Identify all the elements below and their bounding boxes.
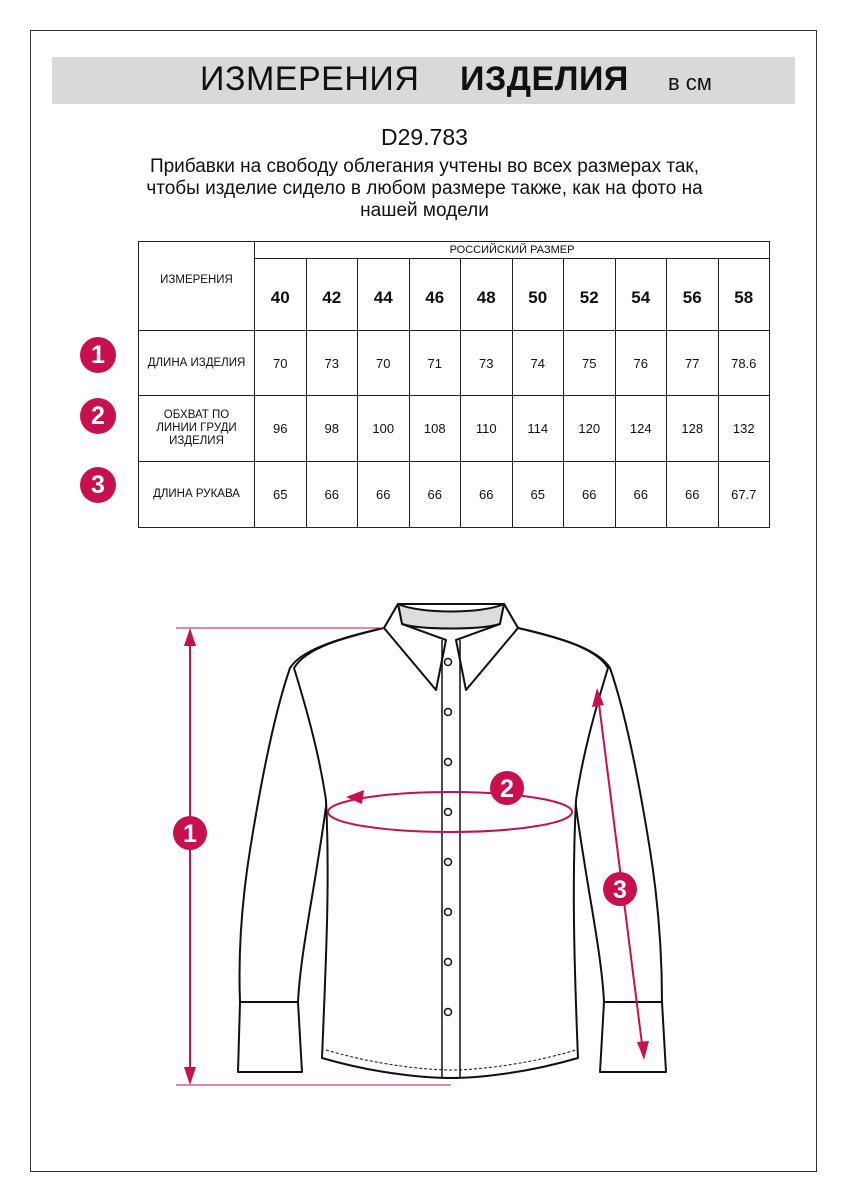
- row-marker-1: 1: [80, 337, 116, 373]
- product-code: D29.783: [381, 124, 468, 150]
- row-label: ДЛИНА ИЗДЕЛИЯ: [139, 331, 255, 396]
- button: [445, 759, 452, 766]
- title-bold: ИЗДЕЛИЯ: [460, 60, 629, 98]
- diagram-marker-3: [603, 872, 637, 906]
- button: [445, 1009, 452, 1016]
- row-marker-3: 3: [80, 467, 116, 503]
- table-cell: 110: [461, 396, 513, 462]
- diagram-marker-2: [490, 771, 524, 805]
- table-cell: 108: [409, 396, 461, 462]
- fit-note-line: Прибавки на свободу облегания учтены во всех размерах так,: [149, 156, 700, 177]
- table-cell: 65: [255, 462, 307, 528]
- table-cell: 78.6: [718, 331, 770, 396]
- size-group-header: РОССИЙСКИЙ РАЗМЕР: [255, 242, 770, 259]
- table-cell: 76: [615, 331, 667, 396]
- right-cuff: [600, 1002, 666, 1072]
- size-header: 40: [255, 259, 307, 331]
- table-cell: 114: [512, 396, 564, 462]
- table-cell: 71: [409, 331, 461, 396]
- table-cell: 66: [358, 462, 410, 528]
- units-label: в см: [668, 70, 712, 95]
- table-cell: 77: [667, 331, 719, 396]
- shirt-body: [294, 604, 608, 1078]
- table-cell: 66: [564, 462, 616, 528]
- size-header: 52: [564, 259, 616, 331]
- row-marker-2: 2: [80, 398, 116, 434]
- table-cell: 75: [564, 331, 616, 396]
- size-header: 42: [306, 259, 358, 331]
- length-arrow-head: [184, 1067, 196, 1085]
- table-cell: 66: [615, 462, 667, 528]
- fit-note-line: нашей модели: [360, 200, 489, 221]
- title-regular: ИЗМЕРЕНИЯ: [200, 60, 420, 98]
- table-cell: 128: [667, 396, 719, 462]
- size-header: 48: [461, 259, 513, 331]
- button: [445, 959, 452, 966]
- button: [445, 709, 452, 716]
- table-cell: 67.7: [718, 462, 770, 528]
- table-cell: 73: [461, 331, 513, 396]
- diagram-marker-2-label: 2: [500, 775, 514, 803]
- row-label: ДЛИНА РУКАВА: [139, 462, 255, 528]
- size-header: 50: [512, 259, 564, 331]
- table-cell: 74: [512, 331, 564, 396]
- size-header: 56: [667, 259, 719, 331]
- left-cuff: [238, 1002, 302, 1072]
- table-cell: 66: [306, 462, 358, 528]
- row-label: ОБХВАТ ПО ЛИНИИ ГРУДИ ИЗДЕЛИЯ: [139, 396, 255, 462]
- size-header: 58: [718, 259, 770, 331]
- size-header: 44: [358, 259, 410, 331]
- table-cell: 66: [461, 462, 513, 528]
- diagram-marker-1: [173, 816, 207, 850]
- fit-note-line: чтобы изделие сидело в любом размере также, как на фото на: [146, 178, 703, 199]
- table-cell: 96: [255, 396, 307, 462]
- button: [445, 859, 452, 866]
- table-cell: 65: [512, 462, 564, 528]
- table-cell: 132: [718, 396, 770, 462]
- table-cell: 100: [358, 396, 410, 462]
- diagram-marker-3-label: 3: [613, 876, 627, 904]
- button: [445, 659, 452, 666]
- button: [445, 809, 452, 816]
- length-arrow-head: [184, 628, 196, 646]
- table-cell: 66: [409, 462, 461, 528]
- size-header: 54: [615, 259, 667, 331]
- corner-label: ИЗМЕРЕНИЯ: [139, 242, 255, 331]
- table-cell: 124: [615, 396, 667, 462]
- table-cell: 98: [306, 396, 358, 462]
- button: [445, 909, 452, 916]
- diagram-marker-1-label: 1: [183, 820, 197, 848]
- table-cell: 120: [564, 396, 616, 462]
- table-cell: 66: [667, 462, 719, 528]
- table-cell: 70: [358, 331, 410, 396]
- table-cell: 70: [255, 331, 307, 396]
- table-cell: 73: [306, 331, 358, 396]
- size-header: 46: [409, 259, 461, 331]
